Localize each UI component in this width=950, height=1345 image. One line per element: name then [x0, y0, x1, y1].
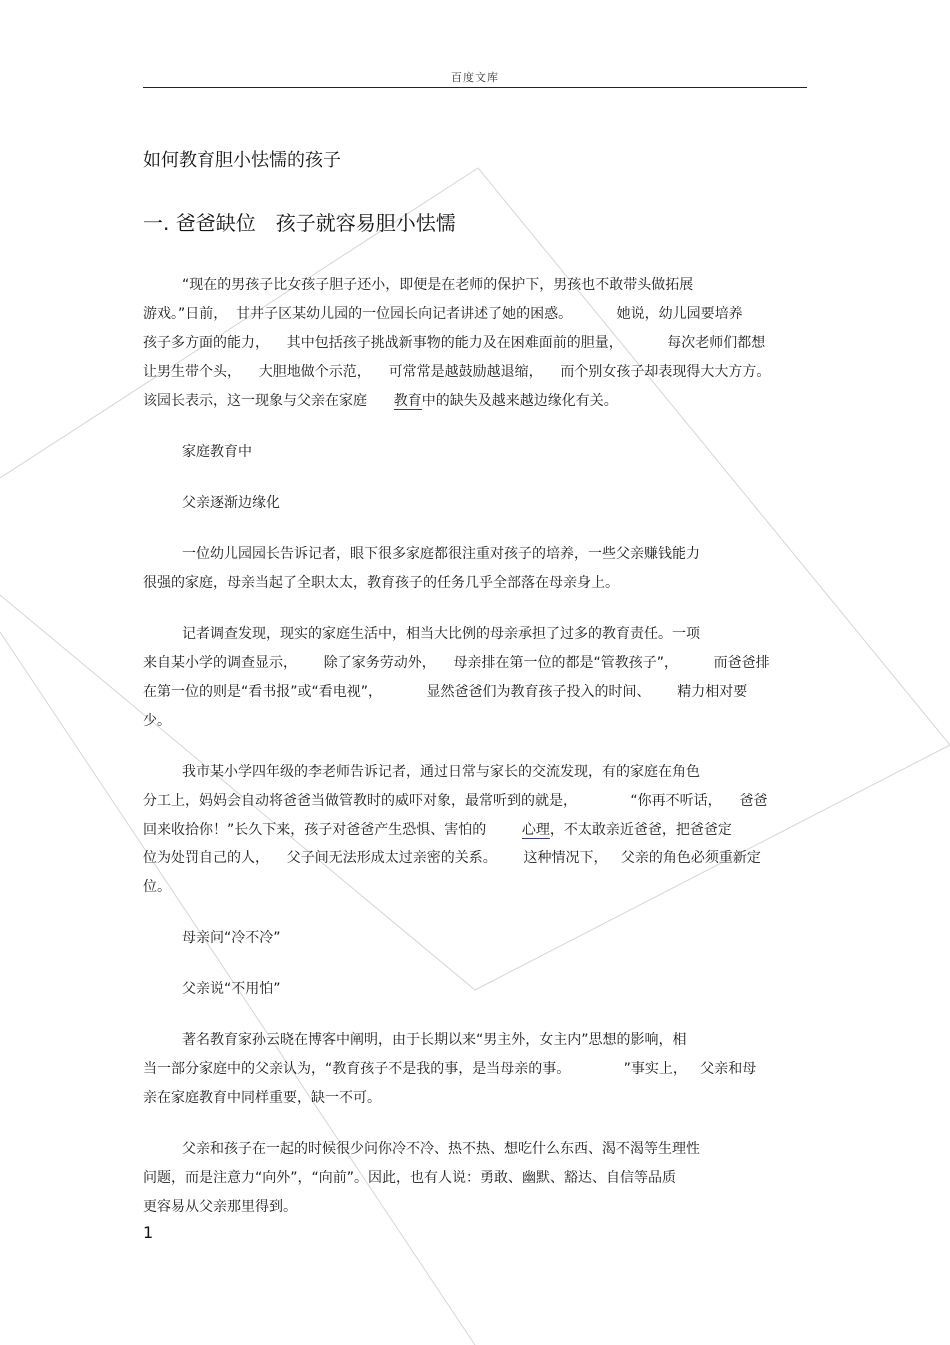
paragraph-line: 一位幼儿园园长告诉记者，眼下很多家庭都很注重对孩子的培养，一些父亲赚钱能力 [182, 546, 700, 562]
paragraph-line: 很强的家庭，母亲当起了全职太太，教育孩子的任务几乎全部落在母亲身上。 [143, 575, 619, 591]
paragraph-line [143, 821, 732, 839]
paragraph-line: 我市某小学四年级的李老师告诉记者，通过日常与家长的交流发现，有的家庭在角色 [182, 764, 700, 780]
paragraph-line: 游戏。”日前， 甘井子区某幼儿园的一位园长向记者讲述了她的困惑。 她说，幼儿园要培养 [143, 306, 743, 322]
psychology-link[interactable]: 心理 [521, 822, 550, 838]
paragraph-line: 亲在家庭教育中同样重要，缺一不可。 [143, 1090, 381, 1106]
paragraph-line: 位为处罚自己的人， 父子间无法形成太过亲密的关系。 这种情况下， 父亲的角色必须重新定 [143, 850, 761, 866]
paragraph-line: 更容易从父亲那里得到。 [143, 1199, 297, 1215]
subheading-father-marginalized: 父亲逐渐边缘化 [182, 495, 280, 511]
paragraph-line: 让男生带个头， 大胆地做个示范， 可常常是越鼓励越退缩， 而个别女孩子却表现得大大方方。 [143, 364, 771, 380]
paragraph-line: 少。 [143, 713, 171, 729]
paragraph-line: 当一部分家庭中的父亲认为，“教育孩子不是我的事，是当母亲的事。 ”事实上， 父亲和母 [143, 1061, 757, 1077]
subheading-mother-asks: 母亲问“冷不冷” [182, 930, 281, 946]
line-text: 回来收拾你！”长久下来，孩子对爸爸产生恐惧、害怕的 [143, 822, 522, 838]
paragraph-line [143, 392, 618, 410]
paragraph-line: 位。 [143, 879, 171, 895]
line-text: 中的缺失及越来越边缘化有关。 [421, 393, 618, 409]
header-divider [143, 87, 807, 88]
section-heading: 一. 爸爸缺位 孩子就容易胆小怯懦 [143, 211, 456, 235]
paragraph-line: 孩子多方面的能力， 其中包括孩子挑战新事物的能力及在困难面前的胆量， 每次老师们都想 [143, 335, 766, 351]
paragraph-line: 记者调查发现，现实的家庭生活中，相当大比例的母亲承担了过多的教育责任。一项 [182, 626, 700, 642]
subheading-family-education: 家庭教育中 [182, 444, 252, 460]
paragraph-line: “现在的男孩子比女孩子胆子还小，即便是在老师的保护下，男孩也不敢带头做拓展 [182, 277, 694, 293]
paragraph-line: 来自某小学的调查显示， 除了家务劳动外， 母亲排在第一位的都是“管教孩子”， 而爸爸排 [143, 655, 770, 671]
line-text: ，不太敢亲近爸爸，把爸爸定 [549, 822, 732, 838]
paragraph-line: 在第一位的则是“看书报”或“看电视”， 显然爸爸们为教育孩子投入的时间、 精力相对要 [143, 684, 748, 700]
paragraph-line: 问题，而是注意力“向外”，“向前”。因此，也有人说：勇敢、幽默、豁达、自信等品质 [143, 1170, 677, 1186]
paragraph-line: 父亲和孩子在一起的时候很少问你冷不冷、热不热、想吃什么东西、渴不渴等生理性 [182, 1141, 700, 1157]
paragraph-line: 著名教育家孙云晓在博客中阐明，由于长期以来“男主外，女主内”思想的影响，相 [182, 1032, 687, 1048]
page-number: 1 [143, 1223, 154, 1242]
line-text: 该园长表示，这一现象与父亲在家庭 [143, 393, 394, 409]
subheading-father-says: 父亲说“不用怕” [182, 981, 281, 997]
education-link[interactable]: 教育 [393, 393, 422, 409]
paragraph-line: 分工上，妈妈会自动将爸爸当做管教时的威吓对象，最常听到的就是， “你再不听话， 爸爸 [143, 793, 768, 809]
header-title: 百度文库 [451, 71, 499, 84]
document-title: 如何教育胆小怯懦的孩子 [143, 150, 341, 171]
